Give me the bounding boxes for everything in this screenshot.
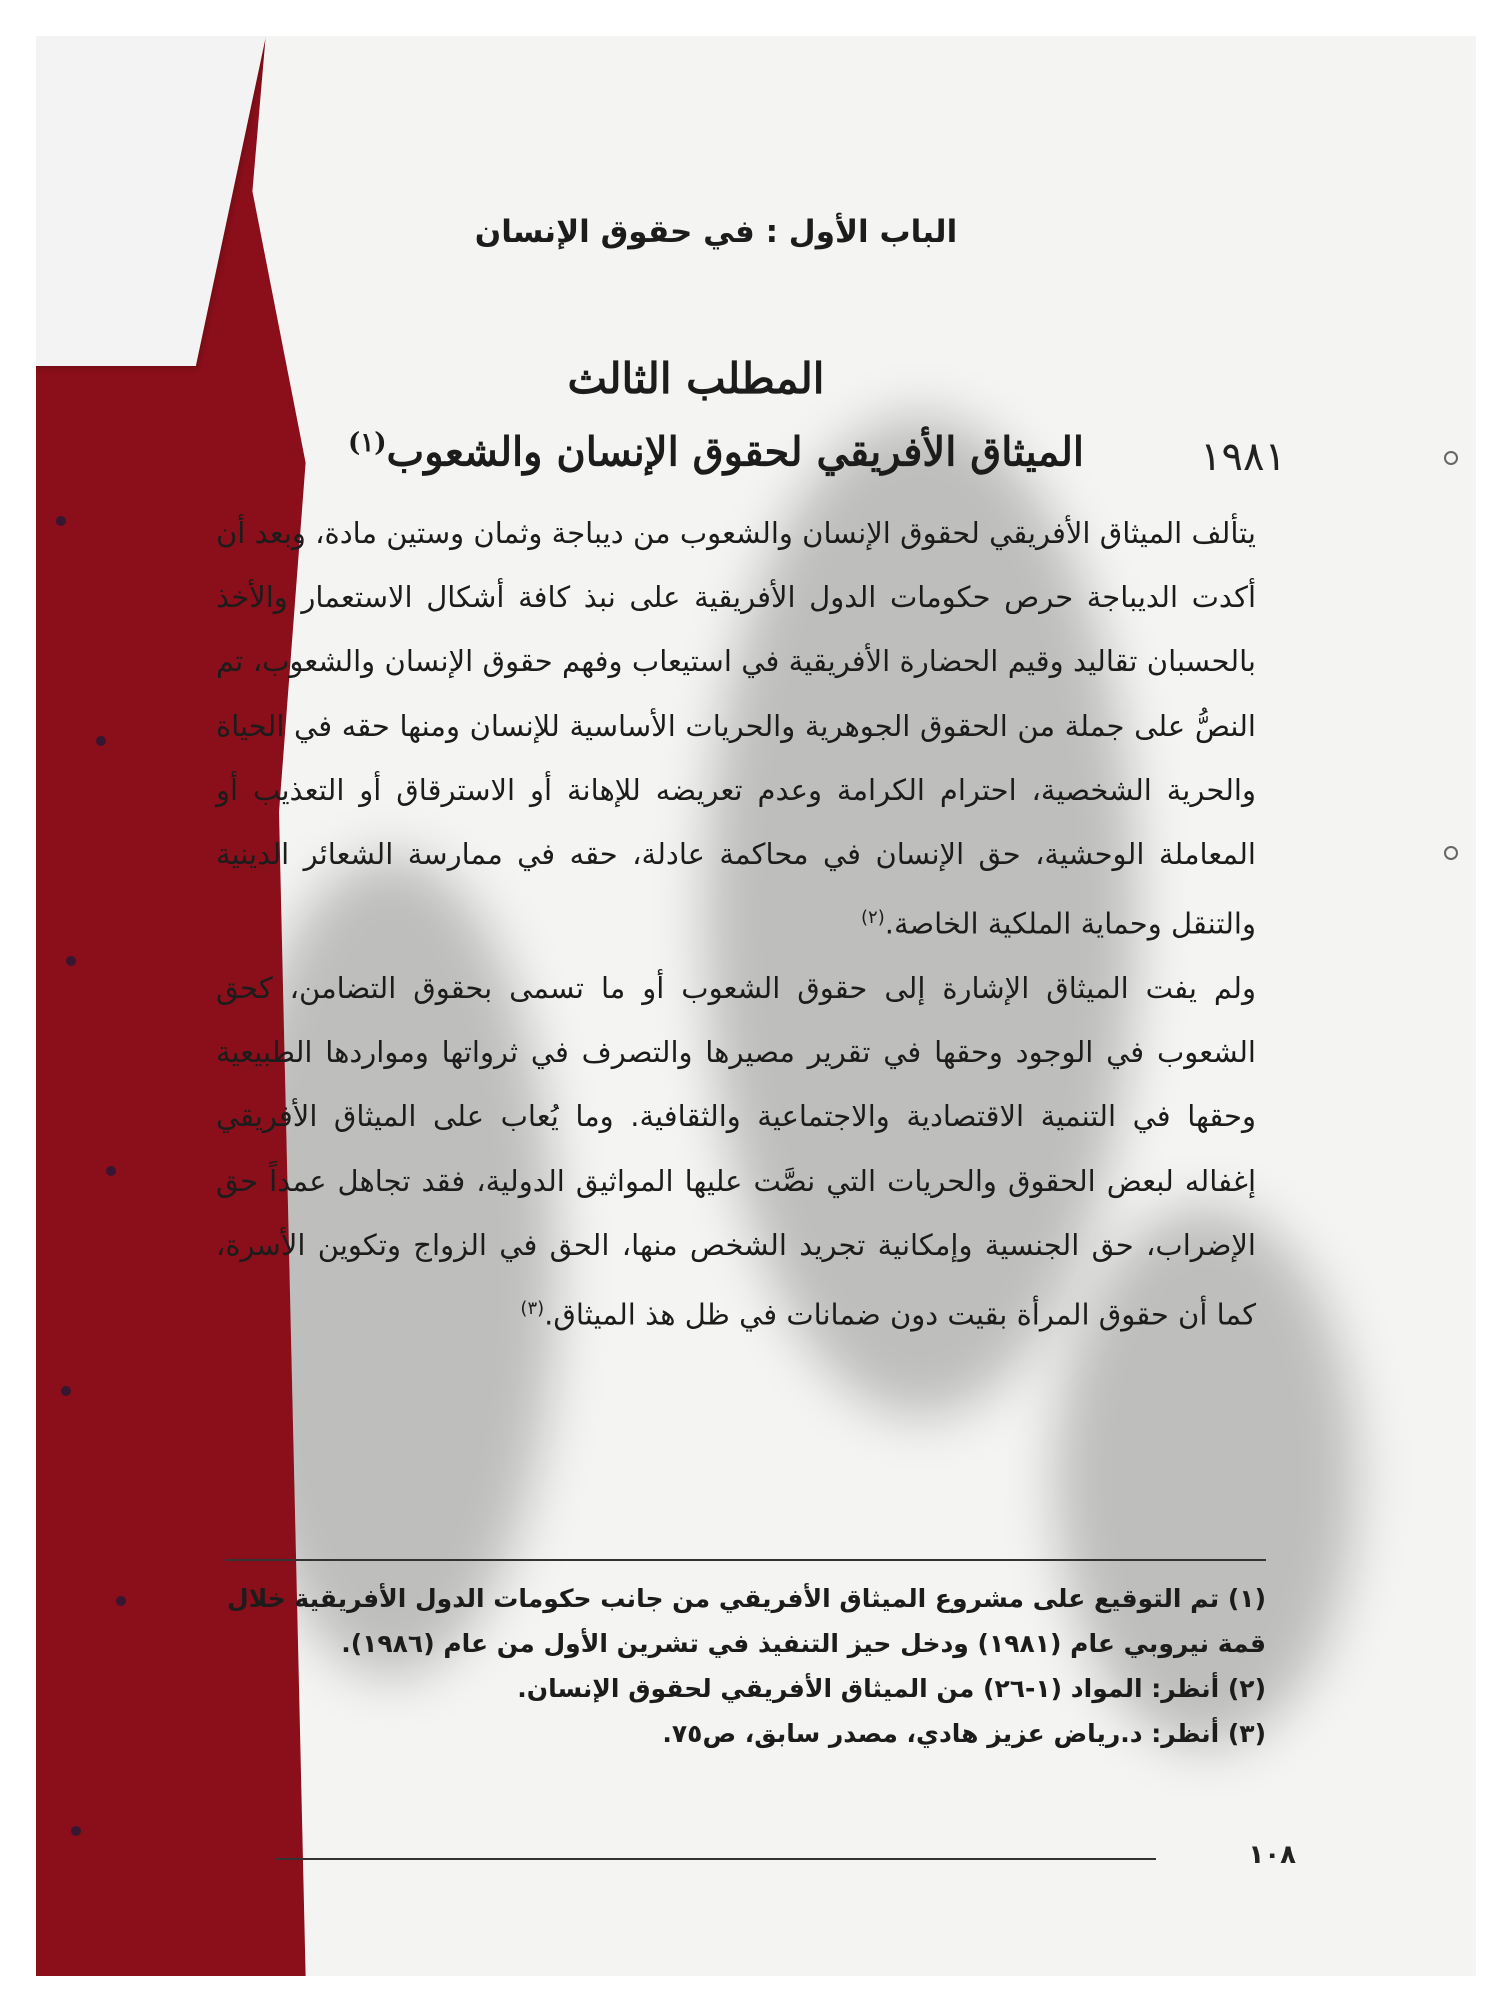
footnote: (٣) أنظر: د.رياض عزيز هادي، مصدر سابق، ص٧٥. — [662, 1719, 1266, 1748]
main-title-text: الميثاق الأفريقي لحقوق الإنسان والشعوب — [386, 428, 1085, 476]
body-text — [216, 501, 1256, 1347]
section-title: المطلب الثالث — [567, 354, 825, 403]
paragraph — [216, 501, 1256, 956]
paragraph-text: ولم يفت الميثاق الإشارة إلى حقوق الشعوب أو ما تسمى بحقوق التضامن، كحق الشعوب في الوجود وحقها في تقرير مصيرها والتصرف في ثرواتها ومواردها الطبيعية وحقها في التنمية الاقتصادية والاجتماعية والثقافية. وما يُعاب على الميثاق الأفريقي إغفاله لبعض الحقوق والحريات التي نصَّت عليها المواثيق الدولية، فقد تجاهل عمداً حق الإضراب، حق الجنسية وإمكانية تجريد الشخص منها، الحق في الزواج وتكوين الأسرة، كما أن حقوق المرأة بقيت دون ضمانات في ظل هذ الميثاق. — [216, 971, 1256, 1332]
footnote: (٢) أنظر: المواد (١-٢٦) من الميثاق الأفريقي لحقوق الإنسان. — [517, 1674, 1266, 1703]
footnote-ref: (٢) — [861, 907, 885, 929]
footnote-ref: (٣) — [520, 1298, 545, 1320]
punch-hole — [1444, 846, 1458, 860]
paragraph — [216, 956, 1256, 1347]
main-title-ref: (١) — [347, 428, 387, 458]
photo-frame — [36, 36, 1476, 1976]
page-number: ١٠٨ — [1248, 1840, 1296, 1870]
underlying-paper — [36, 36, 266, 366]
handwritten-margin-note: ١٩٨١ — [1200, 434, 1286, 480]
paragraph-text: يتألف الميثاق الأفريقي لحقوق الإنسان والشعوب من ديباجة وثمان وستين مادة، وبعد أن أكدت الديباجة حرص حكومات الدول الأفريقية على نبذ كافة أشكال الاستعمار والأخذ بالحسبان تقاليد وقيم الحضارة الأفريقية في استيعاب وفهم حقوق الإنسان والشعوب، تم النصُّ على جملة من الحقوق الجوهرية والحريات الأساسية للإنسان ومنها حقه في الحياة والحرية الشخصية، احترام الكرامة وعدم تعريضه للإهانة أو الاسترقاق أو التعذيب أو المعاملة الوحشية، حق الإنسان في محاكمة عادلة، حقه في ممارسة الشعائر الدينية والتنقل وحماية الملكية الخاصة. — [216, 516, 1256, 941]
page-rule — [276, 1858, 1156, 1860]
running-head: الباب الأول : في حقوق الإنسان — [474, 214, 958, 250]
footnote: (١) تم التوقيع على مشروع الميثاق الأفريقي من جانب حكومات الدول الأفريقية خلال قمة نيروبي عام (١٩٨١) ودخل حيز التنفيذ في تشرين الأول من عام (١٩٨٦). — [227, 1584, 1266, 1658]
punch-hole — [1444, 451, 1458, 465]
main-title — [316, 428, 1116, 475]
footnote-rule — [226, 1559, 1266, 1561]
footnotes — [226, 1576, 1266, 1756]
